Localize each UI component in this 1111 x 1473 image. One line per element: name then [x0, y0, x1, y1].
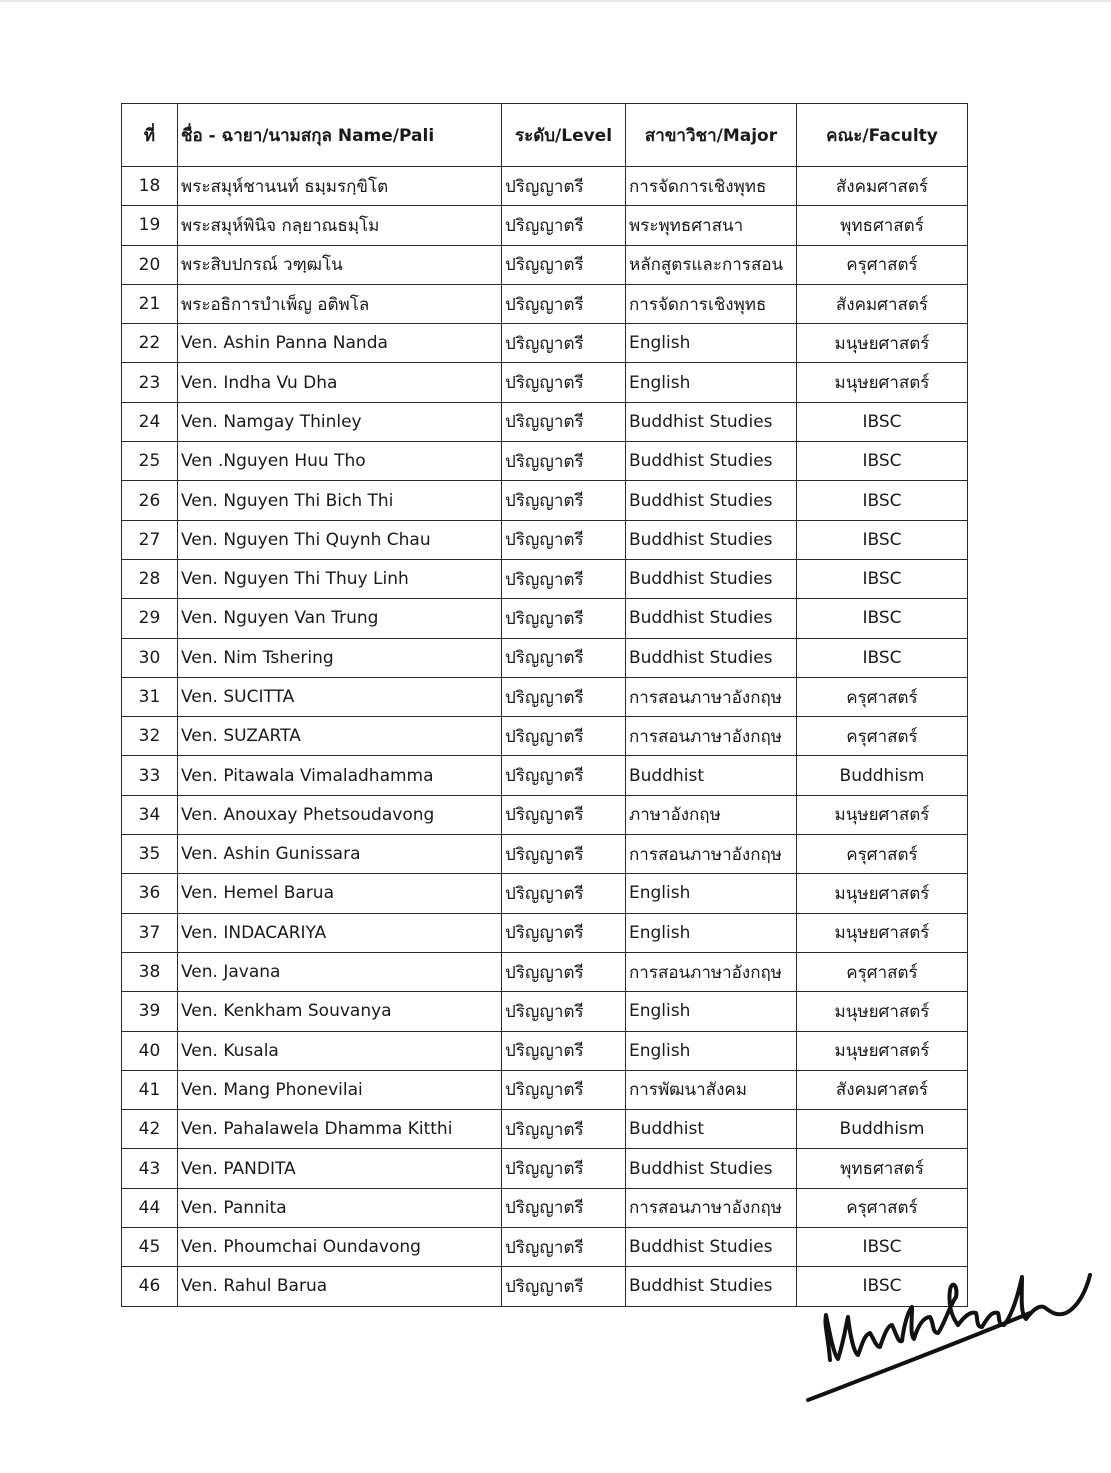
- row-name: Ven. Nguyen Thi Bich Thi: [178, 481, 502, 520]
- row-name: พระสิบปกรณ์ วฑฺฒโน: [178, 245, 502, 284]
- row-major: Buddhist Studies: [626, 442, 797, 481]
- row-level: ปริญญาตรี: [502, 756, 626, 795]
- row-name: Ven. Hemel Barua: [178, 874, 502, 913]
- row-faculty: IBSC: [797, 559, 968, 598]
- row-name: Ven. Javana: [178, 952, 502, 991]
- row-level: ปริญญาตรี: [502, 835, 626, 874]
- row-faculty: ครุศาสตร์: [797, 1188, 968, 1227]
- row-level: ปริญญาตรี: [502, 324, 626, 363]
- row-faculty: มนุษยศาสตร์: [797, 324, 968, 363]
- signature-icon: [800, 1255, 1110, 1405]
- row-level: ปริญญาตรี: [502, 167, 626, 206]
- student-roster-table: [121, 103, 968, 1307]
- row-major: การสอนภาษาอังกฤษ: [626, 835, 797, 874]
- row-number: 22: [122, 324, 178, 363]
- row-faculty: IBSC: [797, 520, 968, 559]
- table-row: [122, 756, 968, 795]
- row-number: 21: [122, 284, 178, 323]
- row-number: 37: [122, 913, 178, 952]
- row-faculty: มนุษยศาสตร์: [797, 363, 968, 402]
- header-major: สาขาวิชา/Major: [626, 104, 797, 167]
- row-number: 30: [122, 638, 178, 677]
- row-name: Ven. Nim Tshering: [178, 638, 502, 677]
- row-faculty: IBSC: [797, 1228, 968, 1267]
- table-row: [122, 520, 968, 559]
- row-name: Ven. Pitawala Vimaladhamma: [178, 756, 502, 795]
- row-faculty: Buddhism: [797, 1110, 968, 1149]
- row-major: English: [626, 324, 797, 363]
- row-level: ปริญญาตรี: [502, 1149, 626, 1188]
- table-row: [122, 442, 968, 481]
- row-faculty: มนุษยศาสตร์: [797, 795, 968, 834]
- row-name: Ven. Kusala: [178, 1031, 502, 1070]
- row-name: พระอธิการบำเพ็ญ อติพโล: [178, 284, 502, 323]
- row-name: Ven. Nguyen Thi Quynh Chau: [178, 520, 502, 559]
- row-level: ปริญญาตรี: [502, 638, 626, 677]
- row-name: Ven. SUCITTA: [178, 677, 502, 716]
- row-level: ปริญญาตรี: [502, 1110, 626, 1149]
- row-number: 46: [122, 1267, 178, 1306]
- row-faculty: Buddhism: [797, 756, 968, 795]
- row-name: Ven. SUZARTA: [178, 717, 502, 756]
- row-faculty: ครุศาสตร์: [797, 835, 968, 874]
- row-level: ปริญญาตรี: [502, 1070, 626, 1109]
- page-top-edge: [0, 0, 1111, 2]
- header-faculty: คณะ/Faculty: [797, 104, 968, 167]
- row-faculty: ครุศาสตร์: [797, 245, 968, 284]
- row-number: 31: [122, 677, 178, 716]
- row-faculty: มนุษยศาสตร์: [797, 874, 968, 913]
- row-name: Ven. Ashin Panna Nanda: [178, 324, 502, 363]
- row-level: ปริญญาตรี: [502, 284, 626, 323]
- row-level: ปริญญาตรี: [502, 363, 626, 402]
- table-row: [122, 402, 968, 441]
- row-major: Buddhist Studies: [626, 599, 797, 638]
- table-row: [122, 167, 968, 206]
- row-number: 43: [122, 1149, 178, 1188]
- table-row: [122, 835, 968, 874]
- row-name: Ven. Ashin Gunissara: [178, 835, 502, 874]
- table-row: [122, 1149, 968, 1188]
- row-major: Buddhist: [626, 756, 797, 795]
- row-number: 40: [122, 1031, 178, 1070]
- table-row: [122, 363, 968, 402]
- table-body: [122, 167, 968, 1307]
- row-level: ปริญญาตรี: [502, 952, 626, 991]
- table-row: [122, 599, 968, 638]
- row-level: ปริญญาตรี: [502, 599, 626, 638]
- row-level: ปริญญาตรี: [502, 913, 626, 952]
- table-row: [122, 284, 968, 323]
- table-row: [122, 245, 968, 284]
- row-level: ปริญญาตรี: [502, 717, 626, 756]
- row-major: Buddhist Studies: [626, 638, 797, 677]
- row-number: 42: [122, 1110, 178, 1149]
- row-major: Buddhist Studies: [626, 1228, 797, 1267]
- table-row: [122, 992, 968, 1031]
- row-name: พระสมุห์ชานนท์ ธมฺมรกฺขิโต: [178, 167, 502, 206]
- row-faculty: มนุษยศาสตร์: [797, 913, 968, 952]
- header-name: ชื่อ - ฉายา/นามสกุล Name/Pali: [178, 104, 502, 167]
- row-level: ปริญญาตรี: [502, 1228, 626, 1267]
- row-name: Ven. Anouxay Phetsoudavong: [178, 795, 502, 834]
- row-level: ปริญญาตรี: [502, 442, 626, 481]
- row-name: Ven. Namgay Thinley: [178, 402, 502, 441]
- row-faculty: พุทธศาสตร์: [797, 206, 968, 245]
- row-level: ปริญญาตรี: [502, 795, 626, 834]
- row-number: 32: [122, 717, 178, 756]
- row-faculty: สังคมศาสตร์: [797, 167, 968, 206]
- table-row: [122, 481, 968, 520]
- row-number: 45: [122, 1228, 178, 1267]
- row-level: ปริญญาตรี: [502, 1188, 626, 1227]
- row-number: 28: [122, 559, 178, 598]
- row-faculty: IBSC: [797, 599, 968, 638]
- row-faculty: ครุศาสตร์: [797, 677, 968, 716]
- row-number: 34: [122, 795, 178, 834]
- table-row: [122, 1031, 968, 1070]
- table-row: [122, 638, 968, 677]
- table-row: [122, 952, 968, 991]
- table-row: [122, 1188, 968, 1227]
- row-major: การสอนภาษาอังกฤษ: [626, 952, 797, 991]
- row-number: 18: [122, 167, 178, 206]
- table-row: [122, 874, 968, 913]
- row-number: 26: [122, 481, 178, 520]
- row-level: ปริญญาตรี: [502, 245, 626, 284]
- row-major: Buddhist Studies: [626, 402, 797, 441]
- row-level: ปริญญาตรี: [502, 481, 626, 520]
- row-name: Ven. Rahul Barua: [178, 1267, 502, 1306]
- row-level: ปริญญาตรี: [502, 1267, 626, 1306]
- row-name: Ven. Pahalawela Dhamma Kitthi: [178, 1110, 502, 1149]
- row-faculty: มนุษยศาสตร์: [797, 1031, 968, 1070]
- table-row: [122, 717, 968, 756]
- row-faculty: IBSC: [797, 638, 968, 677]
- row-faculty: ครุศาสตร์: [797, 717, 968, 756]
- row-number: 20: [122, 245, 178, 284]
- row-name: Ven. INDACARIYA: [178, 913, 502, 952]
- row-number: 19: [122, 206, 178, 245]
- row-name: Ven. Mang Phonevilai: [178, 1070, 502, 1109]
- row-major: English: [626, 913, 797, 952]
- row-number: 35: [122, 835, 178, 874]
- row-faculty: IBSC: [797, 402, 968, 441]
- row-faculty: IBSC: [797, 481, 968, 520]
- row-major: Buddhist Studies: [626, 1149, 797, 1188]
- row-number: 23: [122, 363, 178, 402]
- row-level: ปริญญาตรี: [502, 1031, 626, 1070]
- row-level: ปริญญาตรี: [502, 559, 626, 598]
- row-major: การจัดการเชิงพุทธ: [626, 167, 797, 206]
- row-level: ปริญญาตรี: [502, 677, 626, 716]
- row-faculty: มนุษยศาสตร์: [797, 992, 968, 1031]
- row-number: 41: [122, 1070, 178, 1109]
- row-number: 39: [122, 992, 178, 1031]
- table-row: [122, 206, 968, 245]
- table-row: [122, 324, 968, 363]
- row-major: หลักสูตรและการสอน: [626, 245, 797, 284]
- row-major: การพัฒนาสังคม: [626, 1070, 797, 1109]
- row-name: Ven. Phoumchai Oundavong: [178, 1228, 502, 1267]
- row-name: Ven. Nguyen Van Trung: [178, 599, 502, 638]
- row-level: ปริญญาตรี: [502, 206, 626, 245]
- row-major: English: [626, 1031, 797, 1070]
- row-level: ปริญญาตรี: [502, 520, 626, 559]
- row-name: Ven. PANDITA: [178, 1149, 502, 1188]
- row-number: 33: [122, 756, 178, 795]
- row-faculty: IBSC: [797, 442, 968, 481]
- table-header-row: [122, 104, 968, 167]
- row-faculty: สังคมศาสตร์: [797, 1070, 968, 1109]
- row-major: English: [626, 874, 797, 913]
- row-major: Buddhist Studies: [626, 481, 797, 520]
- row-name: Ven. Pannita: [178, 1188, 502, 1227]
- row-faculty: พุทธศาสตร์: [797, 1149, 968, 1188]
- row-number: 38: [122, 952, 178, 991]
- row-number: 36: [122, 874, 178, 913]
- table-row: [122, 677, 968, 716]
- row-number: 29: [122, 599, 178, 638]
- row-faculty: ครุศาสตร์: [797, 952, 968, 991]
- row-name: Ven. Indha Vu Dha: [178, 363, 502, 402]
- row-major: English: [626, 363, 797, 402]
- row-number: 24: [122, 402, 178, 441]
- row-name: Ven. Nguyen Thi Thuy Linh: [178, 559, 502, 598]
- row-name: Ven. Kenkham Souvanya: [178, 992, 502, 1031]
- table-row: [122, 913, 968, 952]
- row-major: การสอนภาษาอังกฤษ: [626, 717, 797, 756]
- table-row: [122, 1110, 968, 1149]
- table-row: [122, 795, 968, 834]
- header-number: ที่: [122, 104, 178, 167]
- row-major: การสอนภาษาอังกฤษ: [626, 677, 797, 716]
- row-level: ปริญญาตรี: [502, 874, 626, 913]
- row-major: Buddhist Studies: [626, 1267, 797, 1306]
- header-level: ระดับ/Level: [502, 104, 626, 167]
- row-major: English: [626, 992, 797, 1031]
- table-row: [122, 559, 968, 598]
- row-level: ปริญญาตรี: [502, 402, 626, 441]
- row-major: Buddhist: [626, 1110, 797, 1149]
- row-major: การจัดการเชิงพุทธ: [626, 284, 797, 323]
- row-major: พระพุทธศาสนา: [626, 206, 797, 245]
- row-number: 27: [122, 520, 178, 559]
- row-major: ภาษาอังกฤษ: [626, 795, 797, 834]
- row-name: Ven .Nguyen Huu Tho: [178, 442, 502, 481]
- row-number: 25: [122, 442, 178, 481]
- row-level: ปริญญาตรี: [502, 992, 626, 1031]
- row-major: Buddhist Studies: [626, 520, 797, 559]
- row-major: การสอนภาษาอังกฤษ: [626, 1188, 797, 1227]
- row-name: พระสมุห์พินิจ กลฺยาณธมฺโม: [178, 206, 502, 245]
- row-major: Buddhist Studies: [626, 559, 797, 598]
- row-number: 44: [122, 1188, 178, 1227]
- table-row: [122, 1070, 968, 1109]
- row-faculty: สังคมศาสตร์: [797, 284, 968, 323]
- row-faculty: IBSC: [797, 1267, 968, 1306]
